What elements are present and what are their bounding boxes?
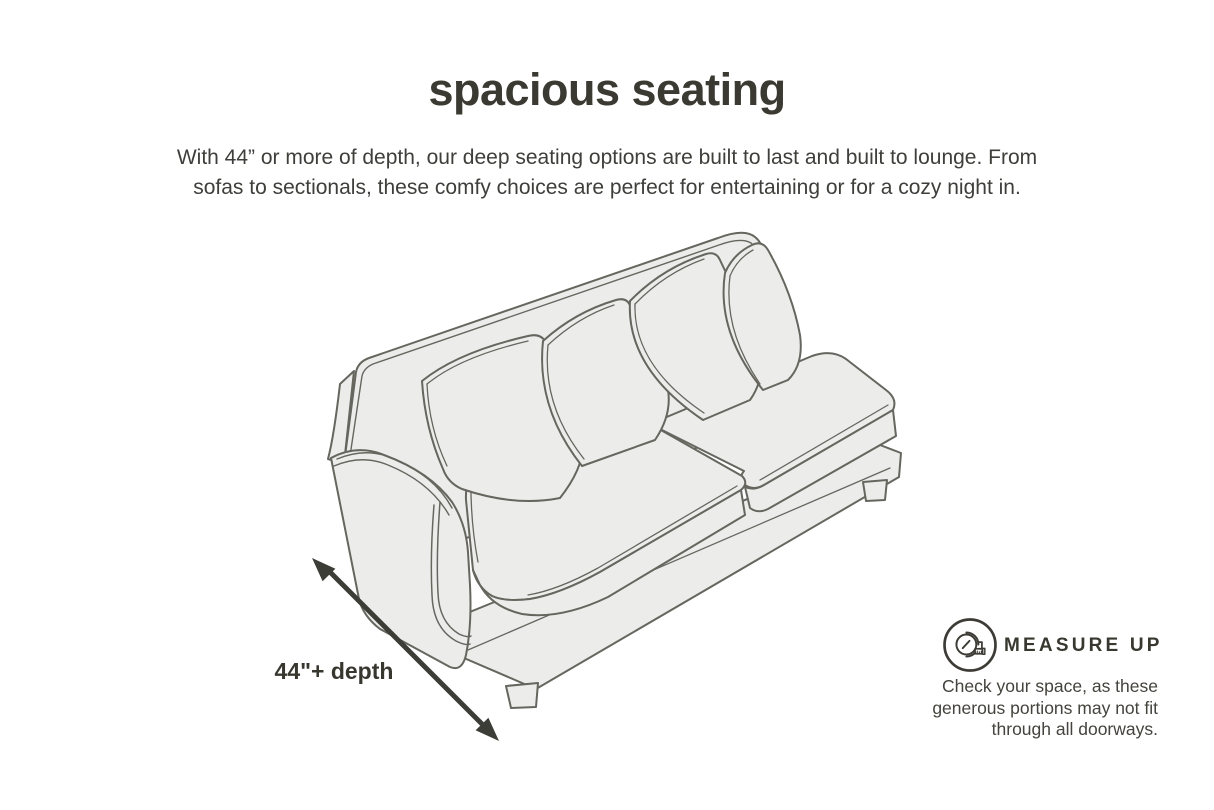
sofa-right-foot xyxy=(863,480,887,501)
note-line: Check your space, as these xyxy=(942,676,1158,696)
description-line: sofas to sectionals, these comfy choices are perfect for entertaining or for a cozy night in. xyxy=(193,176,1021,199)
note-line: generous portions may not fit xyxy=(932,697,1158,718)
measure-up-note xyxy=(858,676,1158,741)
page-title: spacious seating xyxy=(428,64,786,115)
depth-dimension-label: 44"+ depth xyxy=(274,658,394,684)
note-line: through all doorways. xyxy=(991,719,1158,739)
description-line: With 44” or more of depth, our deep seating options are built to last and built to lounge. From xyxy=(176,146,1038,169)
tape-measure-icon xyxy=(941,616,999,674)
measure-up-heading: MEASURE UP xyxy=(1004,635,1163,656)
sofa-front-foot xyxy=(506,683,538,708)
